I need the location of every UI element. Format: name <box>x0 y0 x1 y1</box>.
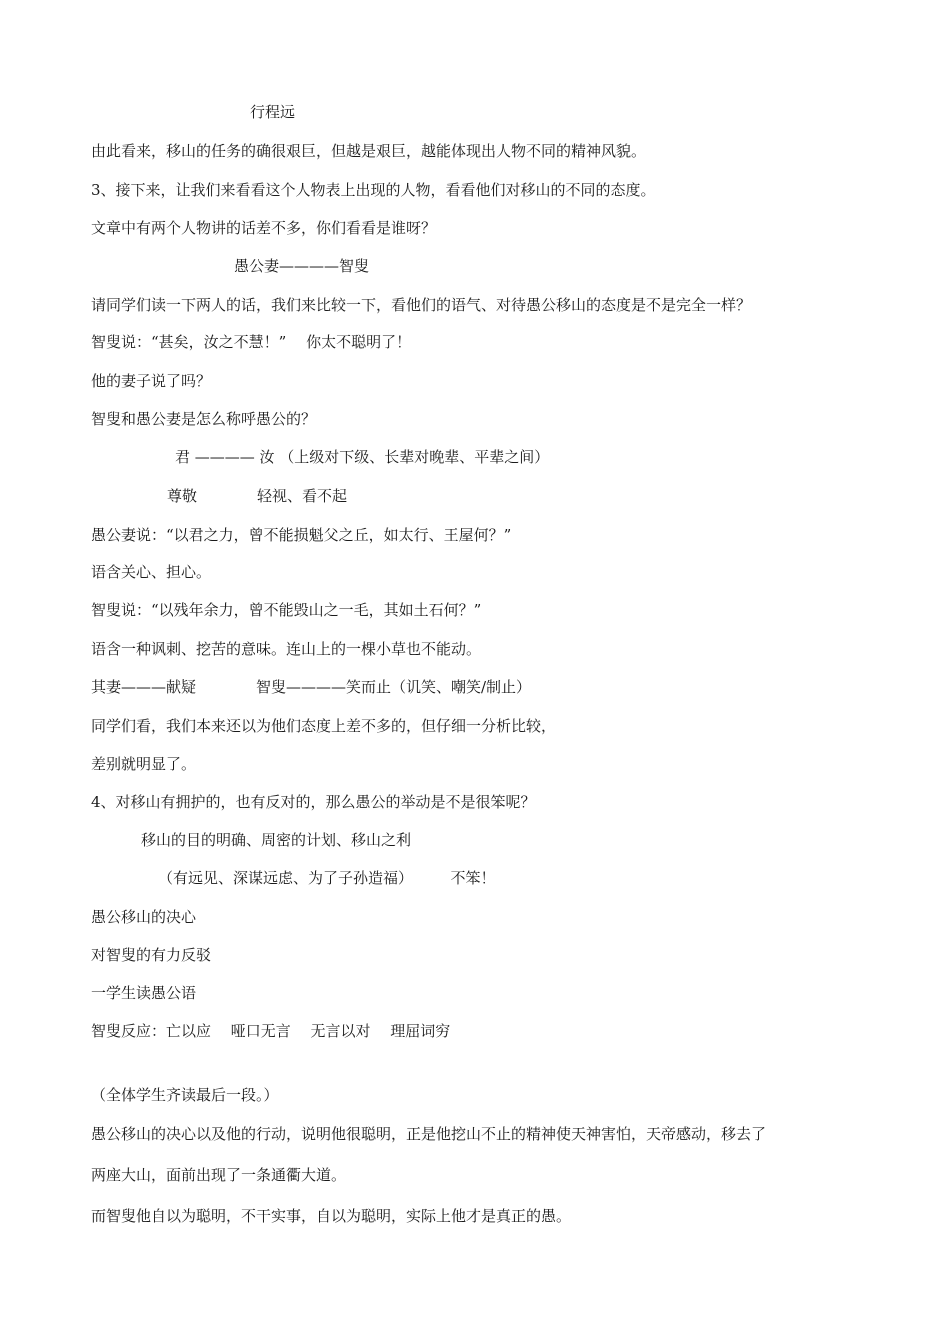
text-line: 智叟说：“以残年余力，曾不能毁山之一毛，其如土石何？” <box>91 601 482 619</box>
text-line: 请同学们读一下两人的话，我们来比较一下，看他们的语气、对待愚公移山的态度是不是完全一样？ <box>91 296 752 314</box>
text-line: 对智叟的有力反驳 <box>91 946 212 964</box>
text-line: 愚公移山的决心以及他的行动，说明他很聪明，正是他挖山不止的精神使天神害怕，天帝感动，移去了 <box>91 1125 767 1143</box>
text-line: 他的妻子说了吗？ <box>91 372 212 390</box>
text-line: 愚公移山的决心 <box>91 908 197 926</box>
text-line: 语含一种讽刺、挖苦的意味。连山上的一棵小草也不能动。 <box>91 640 482 658</box>
text-line: 君 ———— 汝 （上级对下级、长辈对晚辈、平辈之间） <box>175 448 550 466</box>
text-line: 智叟说：“甚矣，汝之不慧！” 你太不聪明了！ <box>91 333 412 351</box>
text-line: （全体学生齐读最后一段。） <box>91 1086 279 1104</box>
text-line: 两座大山，面前出现了一条通衢大道。 <box>91 1166 347 1184</box>
text-line: 差别就明显了。 <box>91 755 197 773</box>
text-line: 移山的目的明确、周密的计划、移山之利 <box>141 831 412 849</box>
text-line: 愚公妻————智叟 <box>234 257 370 275</box>
text-line: 智叟反应：亡以应 哑口无言 无言以对 理屈词穷 <box>91 1022 451 1040</box>
text-line: 行程远 <box>250 103 296 121</box>
text-line: （有远见、深谋远虑、为了子孙造福） 不笨！ <box>158 869 496 887</box>
text-line: 尊敬 轻视、看不起 <box>167 487 348 505</box>
text-line: 愚公妻说：“以君之力，曾不能损魁父之丘，如太行、王屋何？” <box>91 526 512 544</box>
text-line: 而智叟他自以为聪明，不干实事，自以为聪明，实际上他才是真正的愚。 <box>91 1207 572 1225</box>
text-line: 同学们看，我们本来还以为他们态度上差不多的，但仔细一分析比较， <box>91 717 557 735</box>
text-line: 4、对移山有拥护的，也有反对的，那么愚公的举动是不是很笨呢？ <box>91 793 536 811</box>
text-line: 其妻———献疑 智叟————笑而止（讥笑、嘲笑/制止） <box>91 678 532 696</box>
text-line: 语含关心、担心。 <box>91 563 212 581</box>
text-line: 文章中有两个人物讲的话差不多，你们看看是谁呀？ <box>91 219 437 237</box>
text-line: 一学生读愚公语 <box>91 984 197 1002</box>
text-line: 由此看来，移山的任务的确很艰巨，但越是艰巨，越能体现出人物不同的精神风貌。 <box>91 142 647 160</box>
text-line: 3、接下来，让我们来看看这个人物表上出现的人物，看看他们对移山的不同的态度。 <box>91 181 656 199</box>
text-line: 智叟和愚公妻是怎么称呼愚公的？ <box>91 410 317 428</box>
